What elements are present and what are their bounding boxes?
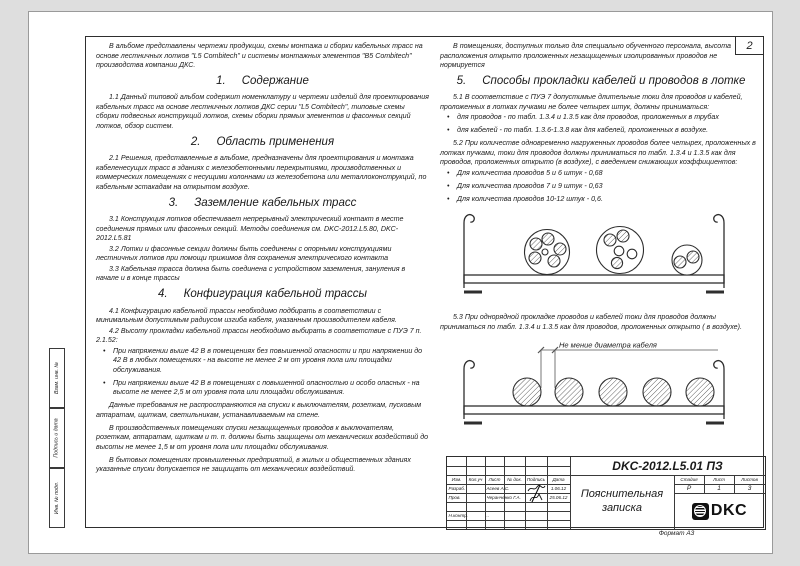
tb-name-razrab: Асеев А.С.: [486, 486, 510, 491]
paragraph-2-1: 2.1 Решения, представленные в альбоме, предназначены для проектирования и монтажа кабеленесущих трасс в зданиях с железобетонными перекрытиями, производственных и коммерческих помещениях с несущими колоннами из железобетона или металлоконструкций, по кабельным эстакадам на открытом воздухе.: [96, 154, 427, 191]
paragraph-requirements-note: Данные требования не распространяются на спуски к выключателям, розеткам, пусковым аппаратам, щиткам, светильникам, устанавливаемым на стене.: [96, 401, 422, 419]
bullet-item: • для кабелей - по табл. 1.3.6-1.3.8 как для кабелей, проложенных в воздухе.: [440, 126, 762, 136]
paragraph-4-2: 4.2 Высоту прокладки кабельной трассы необходимо выбирать в соответствие с ПУЭ 7 п. 2.1.52:: [96, 326, 422, 345]
tb-stage-value: Р: [686, 485, 692, 492]
reduction-coefficients-list: [440, 169, 762, 205]
dkc-logo: [674, 493, 765, 529]
document-title: Пояснительная записка: [580, 488, 664, 514]
format-label: Формат А3: [658, 530, 695, 537]
paragraph-industrial-note: В производственных помещениях спуски незащищенных проводов к выключателям, розеткам, аппаратам, щиткам и т. п. должны быть защищены от механических воздействий до высоты не менее 1,5 м от уровня пола или площадки обслуживания.: [96, 423, 429, 451]
diagram-single-row-cables: [444, 338, 744, 438]
paragraph-1-1: 1.1 Данный типовой альбом содержит номенклатуру и чертежи изделий для проектирования кабельных трасс на основе лестничных лотков ДКС серии "L5 Combitech", типовые схемы сборки подвесных конструкций лотков, схемы сборки прямых элементов и фасонных секций лотков, обзор систем.: [96, 93, 429, 130]
tb-listov-header: Листов: [741, 477, 758, 482]
intro-paragraph: В альбоме представлены чертежи продукции, схемы монтажа и сборки кабельных трасс на основе лестничных лотков "L5 Combitech" и системы монтажных элементов "B5 Combitech" производства компании ДКС.: [96, 42, 423, 69]
section-title: Заземление кабельных трасс: [194, 196, 357, 209]
tb-role-nkontr: Н.контр.: [448, 513, 468, 518]
signature-icon: [526, 483, 547, 503]
document-number: DKC-2012.L5.01 ПЗ: [612, 459, 723, 473]
tb-col-izm: Изм.: [451, 477, 462, 482]
stamp-label: Инв. № подл.: [54, 481, 61, 515]
height-requirements-list: [96, 347, 429, 398]
dkc-logo-icon: [692, 503, 709, 520]
title-block: [446, 456, 766, 530]
section-title: Содержание: [241, 75, 309, 87]
current-tables-list: [440, 113, 762, 136]
section-heading-3: [96, 196, 429, 211]
tb-name-prov: Черанченко Г.А.: [486, 495, 521, 500]
paragraph-3-2: 3.2 Лотки и фасонные секции должны быть соединены с опорными конструкциями лестничных лотков при помощи прижимов для сохранения электрического контакта: [96, 244, 392, 263]
paragraph-5-3: 5.3 При однорядной прокладке проводов и кабелей токи для проводов должны приниматься по табл. 1.3.4 и 1.3.5 как для проводов, проложенных открыто ( в воздухе).: [440, 313, 742, 331]
tb-name-nkontr: ..: [486, 513, 490, 518]
paragraph-trained-personnel: В помещениях, доступных только для специально обученного персонала, высота расположения открыто проложенных незащищенных изолированных проводов не нормируется: [440, 42, 731, 69]
paragraph-3-1: 3.1 Конструкция лотков обеспечивает непрерывный электрический контакт в месте соединения прямых или фасонных секций. Методы соединения см. DKC-2012.L5.80, DKC-2012.L5.81: [96, 215, 404, 243]
stamp-cell-podpis-data: [49, 408, 65, 468]
right-text-column: [440, 39, 762, 443]
section-heading-1: [96, 74, 429, 89]
section-title: Область применения: [216, 135, 335, 148]
diagram-dimension-label: Не мение диаметра кабеля: [559, 340, 657, 350]
tb-date-prov: 25.06.12: [549, 495, 568, 500]
section-title: Способы прокладки кабелей и проводов в лотке: [482, 75, 746, 87]
dkc-logo-text: DKC: [710, 502, 748, 519]
paragraph-5-2: 5.2 При количестве одновременно нагруженных проводов более четырех, проложенных в лотках пучками, токи для проводов должны приниматься по табл. 1.3.4 и 1.3.5 как для проводов, проложенных открыто (в воздухе), с введением снижающих коэффициентов:: [440, 139, 756, 167]
bullet-item: • При напряжении выше 42 В в помещениях без повышенной опасности и при напряжении до 42 В в любых помещениях - на высоте не менее 2 м от уровня пола или площадки обслуживания.: [96, 347, 429, 376]
bullet-item: • Для количества проводов 10-12 штук - 0,6.: [440, 195, 762, 205]
sheet-number: 2: [746, 39, 753, 52]
tb-role-prov: Пров.: [448, 495, 461, 500]
paragraph-5-1: 5.1 В соответствие с ПУЭ 7 допустимые длительные токи для проводов и кабелей, проложенных в лотках пучками не более четырех штук, должны приниматься:: [440, 93, 743, 111]
tb-list-value: 1: [717, 485, 721, 492]
section-number: 2.: [190, 135, 201, 148]
section-number: 3.: [168, 196, 179, 209]
section-title: Конфигурация кабельной трассы: [183, 288, 367, 301]
bullet-item: • При напряжении выше 42 В в помещениях с повышенной опасностью и особо опасных - на высоте не менее 2,5 м от уровня пола или площадки обслуживания.: [96, 379, 429, 398]
paragraph-4-1: 4.1 Конфигурацию кабельной трассы необходимо подбирать в соответствии с минимальным допустимым радиусом изгиба кабеля, указанным производителем кабеля.: [96, 306, 397, 325]
bullet-item: • Для количества проводов 7 и 9 штук - 0,63: [440, 182, 762, 192]
tb-col-data: Дата: [552, 477, 565, 482]
section-number: 5.: [456, 75, 467, 87]
stamp-label: Подпись и дата: [54, 418, 60, 458]
section-heading-4: [96, 287, 429, 302]
section-number: 1.: [216, 75, 226, 87]
drawing-sheet: [28, 11, 773, 554]
tb-date-razrab: 1.06.12: [550, 486, 567, 491]
stamp-label: Взам. инв. №: [54, 361, 60, 395]
section-heading-2: [96, 135, 429, 150]
tb-listov-value: 3: [747, 485, 752, 492]
tb-role-razrab: Разраб.: [448, 486, 466, 491]
bullet-item: • Для количества проводов 5 и 6 штук - 0,68: [440, 169, 762, 179]
section-number: 4.: [158, 288, 168, 301]
stamp-cell-vzam-inv: [49, 348, 65, 408]
left-text-column: [96, 42, 429, 478]
stamp-cell-inv-podl: [49, 468, 65, 528]
paragraph-3-3: 3.3 Кабельная трасса должна быть соединена с устройством заземления, зануления в начале и в конце трассы: [96, 264, 406, 283]
tb-stage-header: Стадия: [680, 477, 698, 482]
tb-col-dok: № док.: [507, 477, 522, 482]
tb-list-header: Лист: [713, 477, 725, 482]
tb-col-koluch: Кол.уч: [468, 477, 483, 482]
section-heading-5: [440, 74, 762, 89]
diagram-cable-bundles-in-tray: [444, 210, 744, 308]
paragraph-domestic-note: В бытовых помещениях промышленных предприятий, в жилых и общественных зданиях указанные спуски допускается не защищать от механических воздействий.: [96, 455, 411, 474]
tb-col-podpis: Подпись: [526, 477, 546, 482]
bullet-item: • для проводов - по табл. 1.3.4 и 1.3.5 как для проводов, проложенных в трубах: [440, 113, 762, 123]
tb-col-list: Лист: [488, 477, 501, 482]
